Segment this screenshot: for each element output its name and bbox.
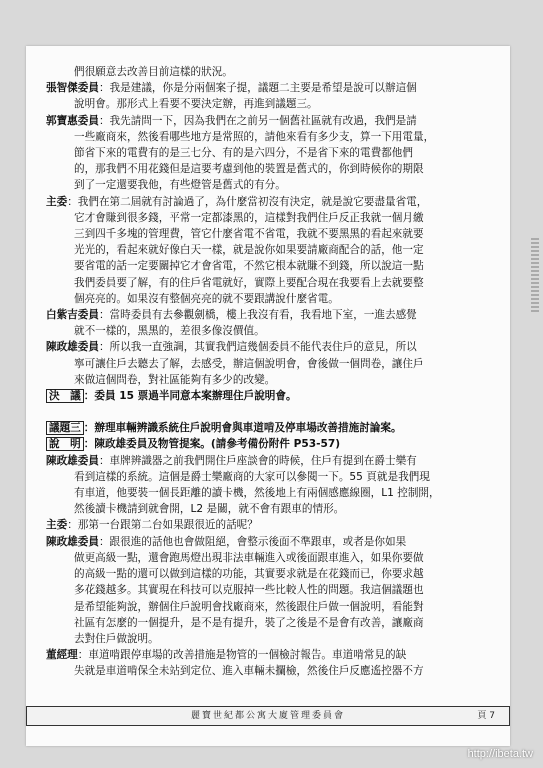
line-text: 的，那我們不用花錢但是這要考慮到他的裝置是舊式的，你到時候你的期限	[74, 163, 424, 176]
document-page	[26, 46, 510, 746]
text-line	[46, 631, 494, 647]
speaker-name: 董經理	[46, 649, 78, 662]
text-line	[46, 501, 494, 517]
footer-organization: 麗寶世紀都公寓大廈管理委員會	[190, 711, 345, 721]
line-text: 有車道，他要裝一個長距離的讀卡機，然後地上有兩個感應線圈，L1 控制開，	[74, 487, 440, 500]
line-text: 個亮亮的。如果沒有整個亮亮的就不要跟講說什麼省電。	[74, 292, 339, 305]
text-line	[46, 129, 494, 145]
text-line	[46, 647, 494, 663]
line-text: 光光的，看起來就好像白天一樣，就是說你如果要請廠商配合的話，他一定	[74, 244, 424, 257]
page-footer	[26, 706, 510, 726]
text-line	[46, 615, 494, 631]
speaker-name: 郭寶惠委員	[46, 114, 99, 127]
text-line	[46, 275, 494, 291]
text-line	[46, 80, 494, 96]
text-line	[46, 356, 494, 372]
line-text: 是希望能夠說，辦個住戶說明會找廠商來，然後跟住戶做一個說明，看能對	[74, 600, 424, 613]
text-line	[46, 226, 494, 242]
line-text: 多花錢越多。其實現在科技可以克服掉一些比較人性的問題。我這個議題也	[74, 584, 424, 597]
binding-edge	[531, 238, 539, 314]
text-line	[46, 177, 494, 193]
line-text: 要省電的話一定要關掉它才會省電，不然它根本就賺不到錢，所以說這一點	[74, 260, 424, 273]
text-line	[46, 96, 494, 112]
line-text: 節省下來的電費有的是三七分、有的是六四分，不是省下來的電費都他們	[74, 147, 413, 160]
text-line	[46, 64, 494, 80]
line-text: 失就是車道啃保全未站到定位、進入車輛未攔檢，然後住戶反應遙控器不方	[74, 665, 424, 678]
text-line	[46, 194, 494, 210]
meeting-minutes-body	[46, 64, 494, 680]
speaker-name: 張智傑委員	[46, 82, 99, 95]
text-line	[46, 534, 494, 550]
text-line	[46, 323, 494, 339]
speaker-name: ：委員 15 票過半同意本案辦理住戶說明會。	[83, 390, 297, 403]
line-text: 看到這樣的系統。這個是爵士樂廠商的大家可以參閱一下。55 頁就是我們現	[74, 470, 430, 483]
line-text: 去對住戶做說明。	[74, 632, 159, 645]
text-line	[46, 663, 494, 679]
text-line	[46, 582, 494, 598]
speaker-name: 陳政雄委員	[46, 454, 99, 467]
line-text: 我們委員要了解，有的住戶省電就好，實際上要配合現在我要看上去就要整	[74, 276, 424, 289]
section-label: 說 明	[46, 437, 84, 451]
line-text: ：車牌辨識器之前我們開住戶座談會的時候，住戶有提到在爵士樂有	[98, 454, 417, 467]
text-line	[46, 566, 494, 582]
line-text: ：那第一台跟第二台如果跟很近的話呢？	[67, 519, 258, 532]
text-line	[46, 339, 494, 355]
text-line	[46, 258, 494, 274]
text-line	[46, 420, 494, 436]
line-text: 三到四千多塊的管理費，管它什麼省電不省電，我就不要黑黑的看起來就要	[74, 228, 424, 241]
line-text: ：車道啃跟停車場的改善措施是物管的一個檢討報告。車道啃常見的缺	[77, 649, 407, 662]
speaker-name: 主委	[46, 195, 68, 208]
line-text: 的高級一點的還可以做到這樣的功能，其實要求就是在花錢而已，你要求越	[74, 568, 424, 581]
text-line	[46, 550, 494, 566]
text-line	[46, 210, 494, 226]
text-line	[46, 372, 494, 388]
text-line	[46, 113, 494, 129]
text-line	[46, 145, 494, 161]
text-line	[46, 242, 494, 258]
line-text: 到了一定還要我他，有些燈管是舊式的有分。	[74, 179, 286, 192]
text-line	[46, 599, 494, 615]
section-label: 議題三	[46, 421, 84, 435]
text-line	[46, 161, 494, 177]
line-text: 社區有怎麼的一個提升，是不是有提升，裝了之後是不是會有改善，讓廠商	[74, 616, 424, 629]
line-text: 就不一樣的，黑黑的，差很多像沒價值。	[74, 325, 265, 338]
speaker-name: 陳政雄委員	[46, 341, 99, 354]
text-line	[46, 291, 494, 307]
section-label: 決 議	[46, 389, 84, 403]
line-text: ：我是建議，你是分兩個案子提，議題二主要是希望是說可以辦這個	[98, 82, 417, 95]
speaker-name: ：陳政雄委員及物管提案。(請參考備份附件 P53-57)	[83, 438, 341, 451]
text-line	[46, 388, 494, 404]
watermark: http://ibeta.tw	[467, 748, 533, 760]
speaker-name: 陳政雄委員	[46, 535, 99, 548]
speaker-name: ：辦理車輛辨識系統住戶說明會與車道啃及停車場改善措施討論案。	[83, 422, 402, 435]
line-text: ：跟很進的話他也會做阻絕，會整示後面不準跟車，或者是你如果	[98, 535, 407, 548]
text-line	[46, 485, 494, 501]
line-text: 說明會。那形式上看要不要決定辦，再進到議題三。	[74, 98, 318, 111]
text-line	[46, 436, 494, 452]
speaker-name: 白紫吉委員	[46, 309, 99, 322]
speaker-name: 主委	[46, 519, 68, 532]
line-text: 來做這個問卷，對社區能夠有多少的改變。	[74, 373, 276, 386]
line-text: 它才會賺到很多錢，平常一定都漆黑的，這樣對我們住戶反正我就一個月繳	[74, 211, 424, 224]
line-text: 然後讀卡機請到就會開，L2 是關，就不會有跟車的情形。	[74, 503, 345, 516]
line-text: 一些廠商來，然後看哪些地方是常照的，請他來看有多少支，算一下用電量，	[74, 130, 435, 143]
text-line	[46, 453, 494, 469]
text-line	[46, 517, 494, 533]
line-text: ：當時委員有去參觀劍橋，樓上我沒有看，我看地下室，一進去感覺	[98, 309, 417, 322]
line-text: 們很願意去改善目前這樣的狀況。	[74, 66, 233, 78]
text-line	[46, 469, 494, 485]
line-text: 寧可讓住戶去聽去了解，去感受，辦這個說明會，會後做一個問卷，讓住戶	[74, 357, 424, 370]
text-line	[46, 307, 494, 323]
line-text: ：我先請問一下，因為我們在之前另一個舊社區就有改過，我們是請	[98, 114, 417, 127]
line-text: ：所以我一直強調，其實我們這幾個委員不能代表住戶的意見，所以	[98, 341, 417, 354]
line-text: ：我們在第二屆就有討論過了，為什麼當初沒有決定，就是說它要盡量省電，	[67, 195, 428, 208]
section-gap	[46, 404, 494, 420]
line-text: 做更高級一點，還會跑馬燈出現非法車輛進入或後面跟車進入，如果你要做	[74, 551, 424, 564]
page-number: 頁 7	[477, 711, 495, 721]
